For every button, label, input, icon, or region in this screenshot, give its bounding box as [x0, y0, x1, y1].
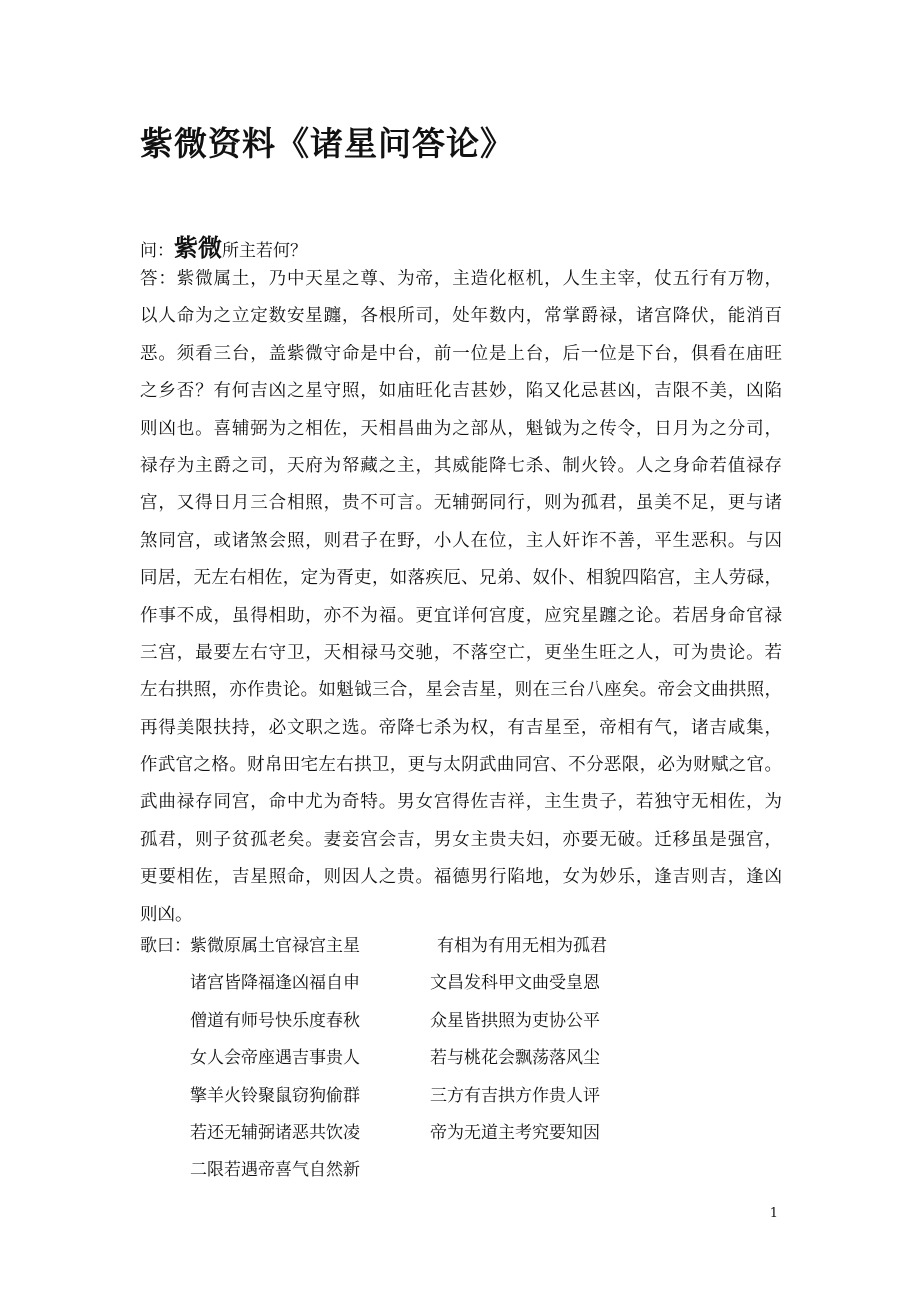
- poem-line-right: 众星皆拱照为吏协公平: [430, 1010, 600, 1031]
- answer-line: 左右拱照，亦作贵论。如魁钺三合，星会吉星，则在三台八座矣。帝会文曲拱照，: [140, 680, 782, 701]
- poem-line-left: 僧道有师号快乐度春秋: [190, 1010, 360, 1031]
- poem-row: [140, 1003, 700, 1040]
- poem-row: [140, 928, 700, 965]
- poem-line-right: 文昌发科甲文曲受皇恩: [430, 973, 600, 994]
- answer-line: 孤君，则子贫孤老矣。妻妾宫会吉，男女主贵夫妇，亦要无破。迁移虽是强宫，: [140, 829, 782, 850]
- question-star: 紫微: [174, 234, 222, 262]
- page-number: 1: [769, 1206, 778, 1221]
- answer-line: 再得美限扶持，必文职之选。帝降七杀为权，有吉星至，帝相有气，诸吉咸集，: [140, 717, 782, 738]
- poem-row: [140, 965, 700, 1002]
- poem-row: [140, 1040, 700, 1077]
- poem-prefix: 歌曰：: [140, 936, 191, 956]
- answer-line: 答：紫微属土，乃中天星之尊、为帝，主造化枢机，人生主宰，仗五行有万物，: [140, 269, 782, 289]
- poem-line-right: 帝为无道主考究要知因: [430, 1122, 600, 1143]
- answer-line: 之乡否？有何吉凶之星守照，如庙旺化吉甚妙，陷又化忌甚凶，吉限不美，凶陷: [140, 381, 782, 402]
- poem-line-left: 诸宫皆降福逢凶福自申: [190, 973, 360, 994]
- poem-block: [140, 928, 700, 1190]
- question-prefix: 问：: [140, 241, 174, 261]
- poem-line-left: 若还无辅弼诸恶共饮凌: [190, 1122, 360, 1143]
- answer-line: 武曲禄存同宫，命中尤为奇特。男女宫得佐吉祥，主生贵子，若独守无相佐，为: [140, 792, 782, 813]
- answer-line: 更要相佐，吉星照命，则因人之贵。福德男行陷地，女为妙乐，逢吉则吉，逢凶: [140, 867, 782, 888]
- poem-row: [140, 1078, 700, 1115]
- poem-row: [140, 1115, 700, 1152]
- poem-line-left: 擎羊火铃聚鼠窃狗偷群: [190, 1085, 360, 1106]
- poem-row: [140, 1152, 700, 1189]
- poem-line-left: 二限若遇帝喜气自然新: [190, 1160, 360, 1181]
- answer-line: 作武官之格。财帛田宅左右拱卫，更与太阴武曲同宫、不分恶限，必为财赋之官。: [140, 755, 782, 776]
- poem-line-right: 有相为有用无相为孤君: [437, 936, 607, 956]
- document-title: 紫微资料《诸星问答论》: [140, 124, 514, 163]
- answer-line: 则凶。: [140, 904, 193, 925]
- answer-line: 则凶也。喜辅弼为之相佐，天相昌曲为之部从，魁钺为之传令，日月为之分司，: [140, 418, 782, 439]
- answer-line: 煞同宫，或诸煞会照，则君子在野，小人在位，主人奸诈不善，平生恶积。与囚: [140, 530, 782, 551]
- answer-line: 作事不成，虽得相助，亦不为福。更宜详何宫度，应究星躔之论。若居身命官禄: [140, 605, 782, 626]
- poem-line-right: 三方有吉拱方作贵人评: [430, 1085, 600, 1106]
- answer-paragraph: [140, 261, 782, 934]
- answer-line: 同居，无左右相佐，定为胥吏，如落疾厄、兄弟、奴仆、相貌四陷宫，主人劳碌，: [140, 568, 782, 589]
- question-line: [140, 228, 307, 263]
- answer-line: 三宫，最要左右守卫，天相禄马交驰，不落空亡，更坐生旺之人，可为贵论。若: [140, 642, 782, 663]
- answer-line: 宫，又得日月三合相照，贵不可言。无辅弼同行，则为孤君，虽美不足，更与诸: [140, 493, 782, 514]
- poem-line-right: 若与桃花会飘荡落风尘: [430, 1048, 600, 1069]
- poem-line-left: 紫微原属土官禄宫主星: [190, 936, 360, 956]
- answer-line: 以人命为之立定数安星躔，各根所司，处年数内，常掌爵禄，诸宫降伏，能消百: [140, 306, 782, 327]
- answer-line: 禄存为主爵之司，天府为帑藏之主，其威能降七杀、制火铃。人之身命若值禄存: [140, 455, 782, 476]
- poem-line-left: 女人会帝座遇吉事贵人: [190, 1048, 360, 1069]
- answer-line: 恶。须看三台，盖紫微守命是中台，前一位是上台，后一位是下台，俱看在庙旺: [140, 343, 782, 364]
- question-suffix: 所主若何？: [222, 241, 307, 261]
